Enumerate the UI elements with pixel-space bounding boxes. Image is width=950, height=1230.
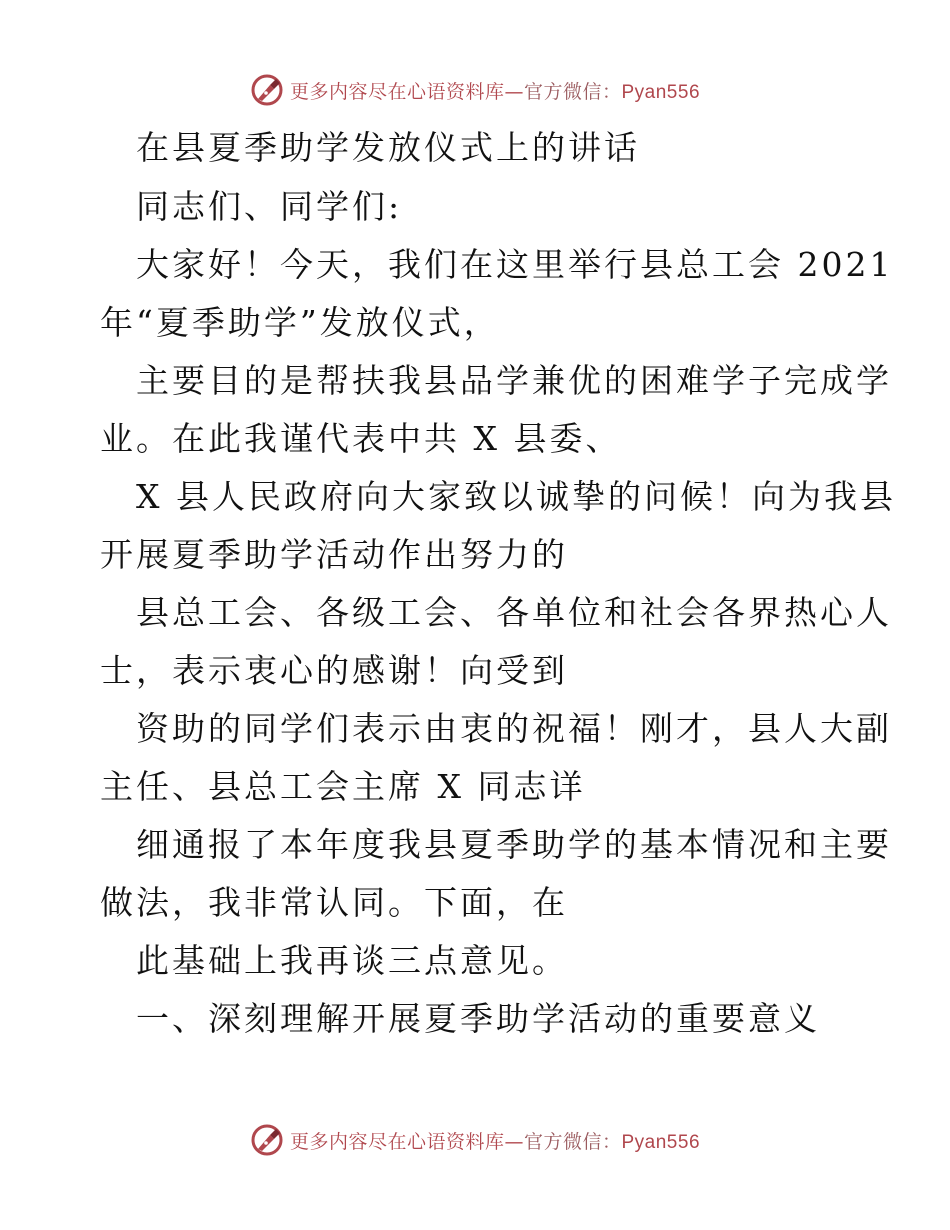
paragraph-line: 主任、县总工会主席 X 同志详 bbox=[100, 767, 586, 806]
paragraph-line: 开展夏季助学活动作出努力的 bbox=[100, 535, 568, 574]
paragraph-line: 主要目的是帮扶我县品学兼优的困难学子完成学 bbox=[136, 361, 892, 400]
section-heading: 一、深刻理解开展夏季助学活动的重要意义 bbox=[136, 999, 820, 1038]
watermark-wechat-id: Pyan556 bbox=[621, 1131, 701, 1153]
paragraph-line: 士，表示衷心的感谢！向受到 bbox=[100, 651, 568, 690]
pen-nib-circle-icon bbox=[250, 73, 284, 107]
watermark-separator: — bbox=[504, 80, 524, 103]
watermark-separator: — bbox=[504, 1130, 524, 1153]
footer-watermark-banner bbox=[0, 1120, 950, 1160]
salutation: 同志们、同学们: bbox=[136, 187, 403, 226]
pen-nib-circle-icon bbox=[250, 1123, 284, 1157]
paragraph-line: 资助的同学们表示由衷的祝福！刚才，县人大副 bbox=[136, 709, 892, 748]
watermark-wechat-id: Pyan556 bbox=[621, 81, 701, 103]
watermark-main: 更多内容尽在心语资料库 bbox=[289, 1130, 505, 1153]
paragraph-line: 大家好！今天，我们在这里举行县总工会 2021 bbox=[136, 245, 894, 284]
paragraph-line: X 县人民政府向大家致以诚挚的问候！向为我县 bbox=[136, 477, 896, 516]
paragraph-line: 年“夏季助学”发放仪式， bbox=[100, 303, 500, 342]
watermark-wechat-label: 官方微信： bbox=[523, 80, 622, 103]
paragraph-line: 县总工会、各级工会、各单位和社会各界热心人 bbox=[136, 593, 892, 632]
document-title: 在县夏季助学发放仪式上的讲话 bbox=[136, 128, 640, 167]
paragraph-line: 此基础上我再谈三点意见。 bbox=[136, 941, 568, 980]
watermark-text bbox=[290, 77, 700, 104]
paragraph-line: 业。在此我谨代表中共 X 县委、 bbox=[100, 419, 622, 458]
paragraph-line: 做法，我非常认同。下面，在 bbox=[100, 883, 568, 922]
watermark-wechat-label: 官方微信： bbox=[523, 1130, 622, 1153]
watermark-main: 更多内容尽在心语资料库 bbox=[289, 80, 505, 103]
header-watermark-banner bbox=[0, 70, 950, 110]
paragraph-line: 细通报了本年度我县夏季助学的基本情况和主要 bbox=[136, 825, 892, 864]
watermark-text bbox=[290, 1127, 700, 1154]
